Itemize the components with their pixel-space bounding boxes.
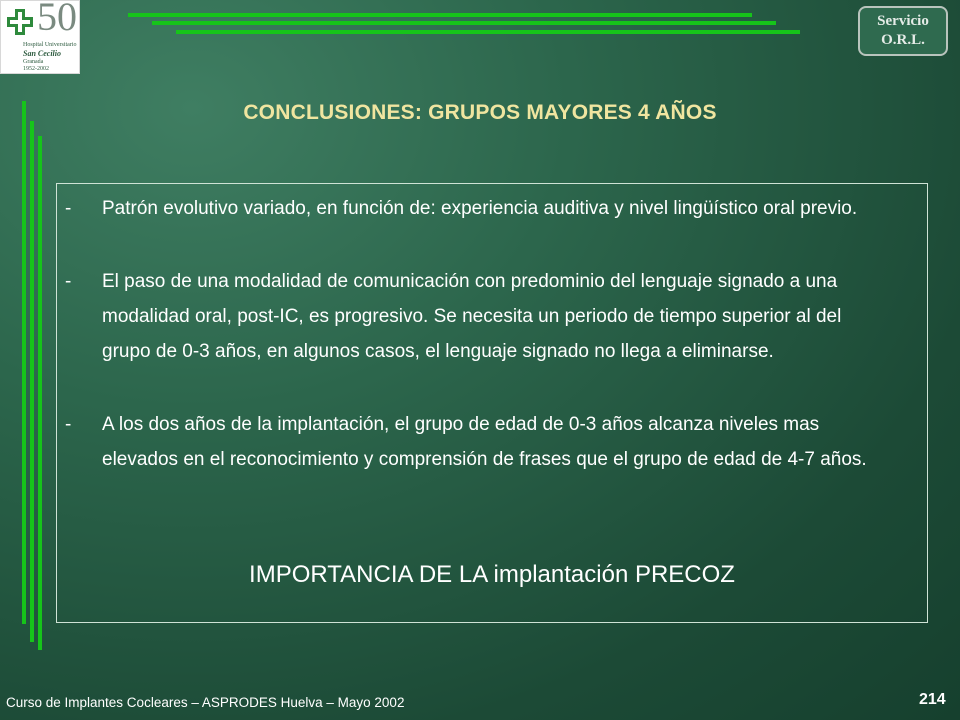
bullet-dash: - — [65, 198, 72, 219]
content-box — [56, 183, 928, 623]
page-number: 214 — [919, 691, 946, 708]
logo-line-years: 1952-2002 — [23, 66, 49, 72]
service-badge-line1: Servicio — [877, 13, 929, 29]
slide-title: CONCLUSIONES: GRUPOS MAYORES 4 AÑOS — [243, 101, 717, 124]
bullet-text: A los dos años de la implantación, el grupo de edad de 0-3 años alcanza niveles mas elevados en el reconocimiento y comprensión de frases que el grupo de edad de 4-7 años. — [102, 414, 867, 470]
logo-line-hospital: Hospital Universitario — [23, 42, 77, 48]
bullet-text: Patrón evolutivo variado, en función de: experiencia auditiva y nivel lingüístico oral previo. — [102, 198, 858, 219]
bullet-dash: - — [65, 271, 72, 292]
bullet-1 — [65, 191, 885, 226]
hospital-logo — [0, 0, 80, 74]
service-badge-line2: O.R.L. — [881, 32, 925, 48]
bullet-3 — [65, 407, 885, 477]
green-cross-icon — [5, 7, 35, 37]
footer-course-text: Curso de Implantes Cocleares – ASPRODES Huelva – Mayo 2002 — [6, 695, 405, 710]
decor-line-top-3 — [176, 30, 800, 34]
service-badge — [858, 6, 948, 56]
anniversary-number: 50 — [37, 0, 77, 39]
logo-line-name: San Cecilio — [23, 49, 62, 58]
emphasis-statement: IMPORTANCIA DE LA implantación PRECOZ — [249, 561, 735, 588]
decor-line-left-1 — [22, 101, 26, 624]
bullet-dash: - — [65, 414, 72, 435]
bullet-2 — [65, 264, 885, 369]
decor-line-top-1 — [128, 13, 752, 17]
bullet-text: El paso de una modalidad de comunicación con predominio del lenguaje signado a una modalidad oral, post-IC, es progresivo. Se necesita un periodo de tiempo superior al del grupo de 0-3 años, en algunos casos, el lenguaje signado no llega a eliminarse. — [102, 271, 842, 362]
logo-line-city: Granada — [23, 59, 44, 65]
decor-line-top-2 — [152, 21, 776, 25]
